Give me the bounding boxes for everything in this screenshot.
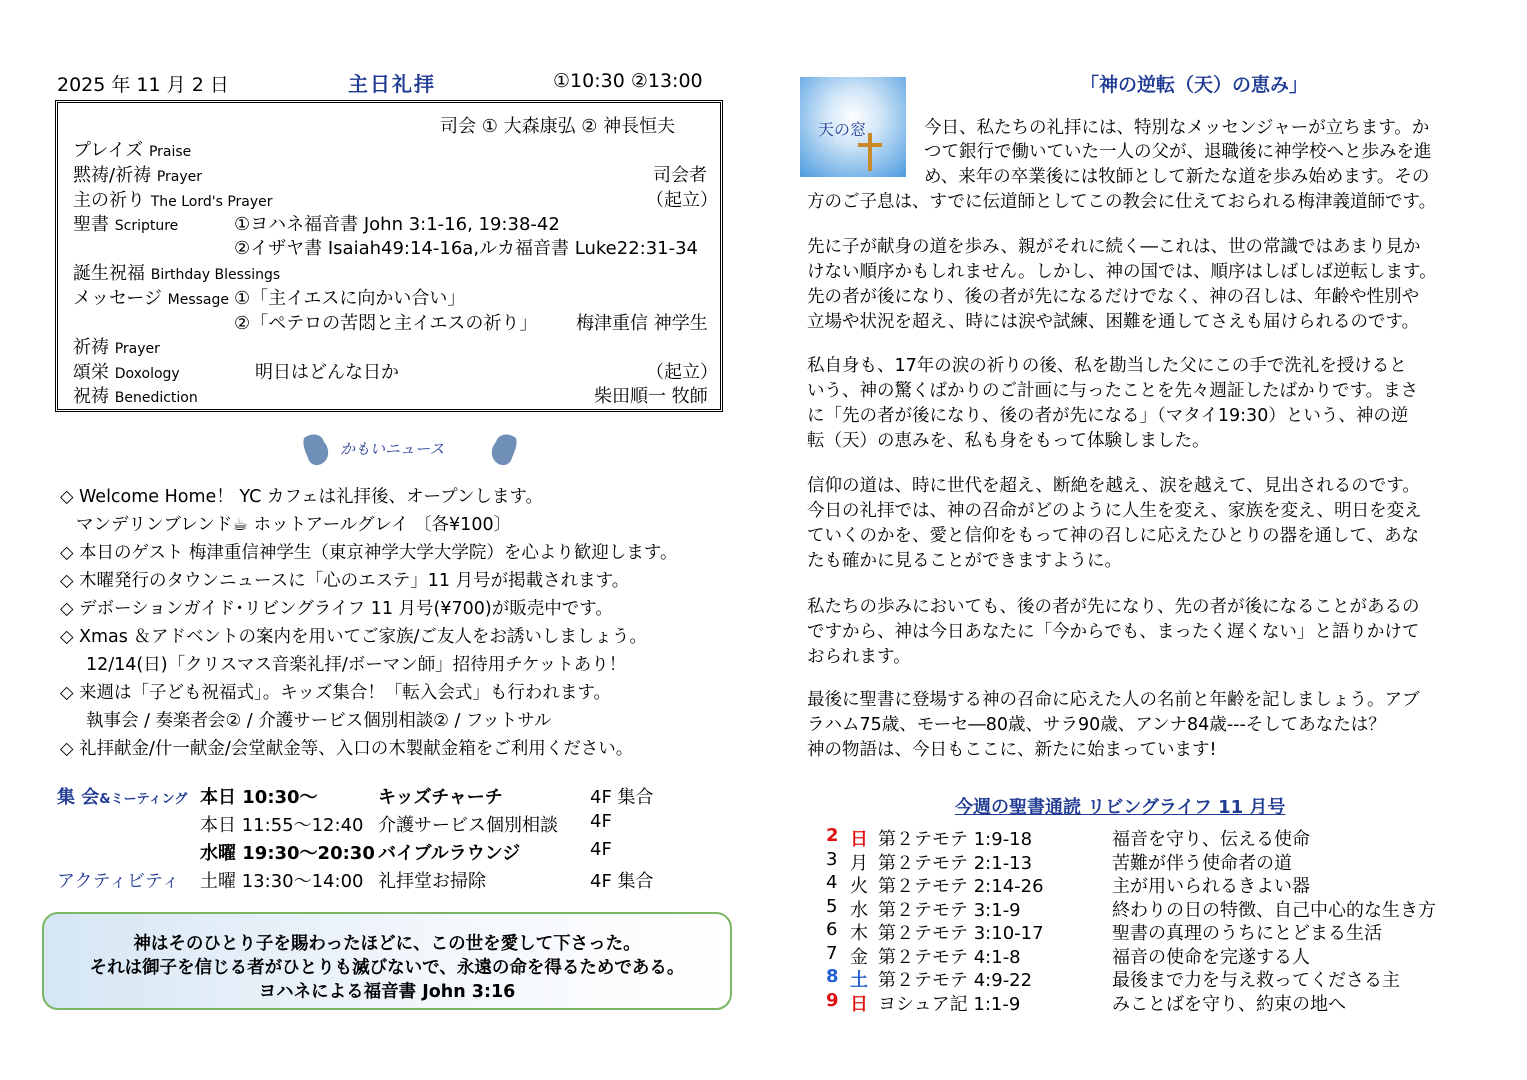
- verse-reference: ヨハネによる福音書 John 3:16: [258, 982, 516, 1002]
- news-item-3: ◇ 木曜発行のタウンニュースに「心のエステ」11 月号が掲載されます。: [60, 571, 630, 591]
- paragraph-2-line: 先の者が後になり、後の者が先になるだけでなく、神の召しは、年齢や性別や: [807, 287, 1420, 307]
- paragraph-5-line: おられます。: [807, 647, 911, 667]
- order-prayer-1: 黙祷/祈祷 Prayer: [73, 165, 202, 186]
- news-item-5-sub: 12/14(日)「クリスマス音楽礼拝/ボーマン師」招待用チケットあり！: [86, 655, 627, 675]
- order-scripture-1: ①ヨハネ福音書 John 3:1-16, 19:38-42: [234, 214, 560, 235]
- order-doxology-right: （起立）: [646, 362, 718, 383]
- meeting-time: 土曜 13:30～14:00: [200, 871, 364, 892]
- news-heading-text: かもいニュース: [340, 440, 445, 458]
- paragraph-4-line: たも確かに見ることができますように。: [807, 551, 1122, 571]
- news-item-cafe-menu: マンデリンブレンド☕ ホットアールグレイ 〔各¥100〕: [76, 515, 512, 535]
- reading-day: 7: [826, 942, 838, 964]
- reading-day: 6: [826, 919, 838, 940]
- paragraph-2-line: 立場や状況を超え、時には涙や試練、困難を通してさえも届けられるのです。: [807, 312, 1420, 332]
- news-heading: [300, 430, 520, 472]
- order-benediction-right: 柴田順一 牧師: [594, 386, 708, 407]
- order-praise: プレイズ Praise: [73, 140, 192, 161]
- paragraph-2-line: けない順序かもしれません。しかし、神の国では、順序はしばしば逆転します。: [807, 262, 1437, 282]
- reading-weekday: 月: [850, 852, 868, 874]
- reading-day: 4: [826, 872, 838, 893]
- reading-theme: 主が用いられるきよい器: [1112, 876, 1310, 897]
- reading-reference: 第２テモテ 1:9-18: [878, 829, 1033, 850]
- order-message-2: ②「ペテロの苦悶と主イエスの祈り」: [234, 313, 538, 334]
- meeting-name: 介護サービス個別相談: [378, 815, 558, 836]
- heaven-window-logo: [800, 77, 906, 177]
- order-lords-prayer: 主の祈り The Lord's Prayer: [73, 190, 273, 211]
- order-scripture: 聖書 Scripture: [73, 214, 179, 235]
- reading-weekday: 土: [850, 970, 868, 991]
- meetings-label: 集 会&ミーティング: [57, 787, 188, 808]
- meeting-name: 礼拝堂お掃除: [378, 871, 486, 892]
- order-prayer-1-right: 司会者: [653, 165, 707, 186]
- reading-reference: ヨシュア記 1:1-9: [878, 993, 1021, 1015]
- reading-theme: みことばを守り、約束の地へ: [1112, 993, 1346, 1015]
- paragraph-2-line: 先に子が献身の道を歩み、親がそれに続く―これは、世の常識ではあまり見か: [807, 237, 1421, 257]
- reading-day: 5: [826, 895, 838, 917]
- order-prayer-2: 祈祷 Prayer: [73, 337, 160, 358]
- reading-weekday: 水: [850, 899, 868, 921]
- reading-theme: 苦難が伴う使命者の道: [1112, 852, 1292, 874]
- service-times: ①10:30 ②13:00: [553, 70, 703, 92]
- reading-reference: 第２テモテ 2:14-26: [878, 876, 1044, 897]
- news-item-6-sub: 執事会 / 奏楽者会② / 介護サービス個別相談② / フットサル: [86, 711, 552, 731]
- reading-weekday: 日: [850, 829, 868, 850]
- reading-weekday: 木: [850, 923, 868, 944]
- order-birthday: 誕生祝福 Birthday Blessings: [73, 263, 281, 284]
- news-item-7: ◇ 礼拝献金/什一献金/会堂献金等、入口の木製献金箱をご利用ください。: [60, 739, 634, 759]
- news-item-1: ◇ Welcome Home！ YC カフェは礼拝後、オープンします。: [60, 487, 544, 507]
- cross-bar: [858, 143, 882, 147]
- order-scripture-2: ②イザヤ書 Isaiah49:14-16a,ルカ福音書 Luke22:31-34: [234, 238, 699, 259]
- message-title: 「神の逆転（天）の恵み」: [1080, 74, 1309, 96]
- logo-text: 天の窓: [818, 120, 867, 139]
- reading-day: 9: [826, 989, 839, 1011]
- meeting-place: 4F 集合: [590, 871, 654, 892]
- reading-weekday: 金: [850, 946, 868, 968]
- news-item-4: ◇ デボーションガイド･リビングライフ 11 月号(¥700)が販売中です。: [60, 599, 613, 619]
- order-message-1: ①「主イエスに向かい合い」: [234, 288, 466, 309]
- paragraph-3-line: 私自身も、17年の涙の祈りの後、私を勘当した父にこの手で洗礼を授けると: [807, 356, 1407, 376]
- mc-line: 司会 ① 大森康弘 ② 神長恒夫: [440, 116, 676, 137]
- meeting-name: バイブルラウンジ: [378, 843, 521, 864]
- paragraph-1-line: 方のご子息は、すでに伝道師としてこの教会に仕えておられる梅津義道師です。: [807, 192, 1437, 212]
- reading-day: 3: [826, 848, 838, 870]
- news-item-2: ◇ 本日のゲスト 梅津重信神学生（東京神学大学大学院）を心より歓迎します。: [60, 543, 678, 563]
- meeting-name: キッズチャーチ: [378, 787, 503, 808]
- paragraph-6-line: ラハム75歳、モーセ―80歳、サラ90歳、アンナ84歳---そしてあなたは？: [807, 715, 1386, 735]
- paragraph-5-line: ですから、神は今日あなたに「今からでも、まったく遅くない」と語りかけて: [807, 622, 1420, 642]
- cross-icon: [868, 133, 872, 171]
- reading-reference: 第２テモテ 3:1-9: [878, 899, 1021, 921]
- meeting-place: 4F 集合: [590, 787, 654, 808]
- paragraph-5-line: 私たちの歩みにおいても、後の者が先になり、先の者が後になることがあるの: [807, 597, 1420, 617]
- meeting-place: 4F: [590, 811, 612, 832]
- order-doxology-song: 明日はどんな日か: [255, 362, 399, 383]
- paragraph-4-line: ていくのかを、愛と信仰をもって神の召しに応えたひとりの器を通して、あな: [807, 526, 1420, 546]
- reading-weekday: 火: [850, 876, 868, 897]
- reading-theme: 福音の使命を完遂する人: [1112, 946, 1310, 968]
- meeting-time: 水曜 19:30～20:30: [200, 843, 375, 864]
- news-item-6: ◇ 来週は「子ども祝福式」。キッズ集合！「転入会式」も行われます。: [60, 683, 612, 703]
- meeting-time: 本日 10:30～: [200, 787, 318, 808]
- paragraph-4-line: 今日の礼拝では、神の召命がどのように人生を変え、家族を変え、明日を変え: [807, 501, 1422, 521]
- paragraph-1-line: 今日、私たちの礼拝には、特別なメッセンジャーが立ちます。か: [924, 118, 1430, 138]
- verse-line-2: それは御子を信じる者がひとりも滅びないで、永遠の命を得るためである。: [89, 958, 685, 978]
- meeting-place: 4F: [590, 839, 612, 860]
- paragraph-1-line: め、来年の卒業後には牧師として新たな道を歩み始めます。その: [924, 167, 1430, 187]
- paragraph-1-line: つて銀行で働いていた一人の父が、退職後に神学校へと歩みを進: [924, 142, 1432, 162]
- paragraph-3-line: 転（天）の恵みを、私も身をもって体験しました。: [807, 431, 1210, 451]
- reading-weekday: 日: [850, 993, 868, 1015]
- paragraph-3-line: いう、神の驚くばかりのご計画に与ったことを先々週証したばかりです。まさ: [807, 381, 1419, 401]
- paragraph-6-line: 最後に聖書に登場する神の召命に応えた人の名前と年齢を記しましょう。アブ: [807, 690, 1420, 710]
- reading-theme: 福音を守り、伝える使命: [1112, 829, 1310, 850]
- reading-theme: 終わりの日の特徴、自己中心的な生き方: [1112, 899, 1436, 921]
- verse-line-1: 神はそのひとり子を賜わったほどに、この世を愛して下さった。: [133, 934, 641, 954]
- meeting-time: 本日 11:55～12:40: [200, 815, 364, 836]
- order-message-speaker: 梅津重信 神学生: [576, 313, 708, 334]
- order-message: メッセージ Message: [73, 288, 230, 309]
- reading-reference: 第２テモテ 2:1-13: [878, 852, 1033, 874]
- reading-title: 今週の聖書通読 リビングライフ 11 月号: [955, 797, 1286, 818]
- reading-day: 2: [826, 825, 839, 846]
- order-benediction: 祝祷 Benediction: [73, 386, 198, 407]
- paragraph-3-line: に「先の者が後になり、後の者が先になる」（マタイ19:30）という、神の逆: [807, 406, 1409, 426]
- reading-reference: 第２テモテ 3:10-17: [878, 923, 1044, 944]
- order-doxology: 頌栄 Doxology: [73, 362, 180, 383]
- service-title: 主日礼拝: [348, 72, 436, 96]
- paragraph-6-line: 神の物語は、今日もここに、新たに始まっています!: [807, 740, 1217, 760]
- reading-reference: 第２テモテ 4:9-22: [878, 970, 1033, 991]
- activities-label: アクティビティ: [57, 871, 180, 892]
- service-date: 2025 年 11 月 2 日: [57, 74, 229, 96]
- news-item-5: ◇ Xmas ＆アドベントの案内を用いてご家族/ご友人をお誘いしましょう。: [60, 627, 647, 647]
- reading-reference: 第２テモテ 4:1-8: [878, 946, 1021, 968]
- reading-day: 8: [826, 966, 839, 987]
- paragraph-4-line: 信仰の道は、時に世代を超え、断絶を越え、涙を越えて、見出されるのです。: [807, 476, 1420, 496]
- order-lords-prayer-right: （起立）: [646, 190, 718, 211]
- reading-theme: 聖書の真理のうちにとどまる生活: [1112, 923, 1382, 944]
- reading-theme: 最後まで力を与え救ってくださる主: [1112, 970, 1400, 991]
